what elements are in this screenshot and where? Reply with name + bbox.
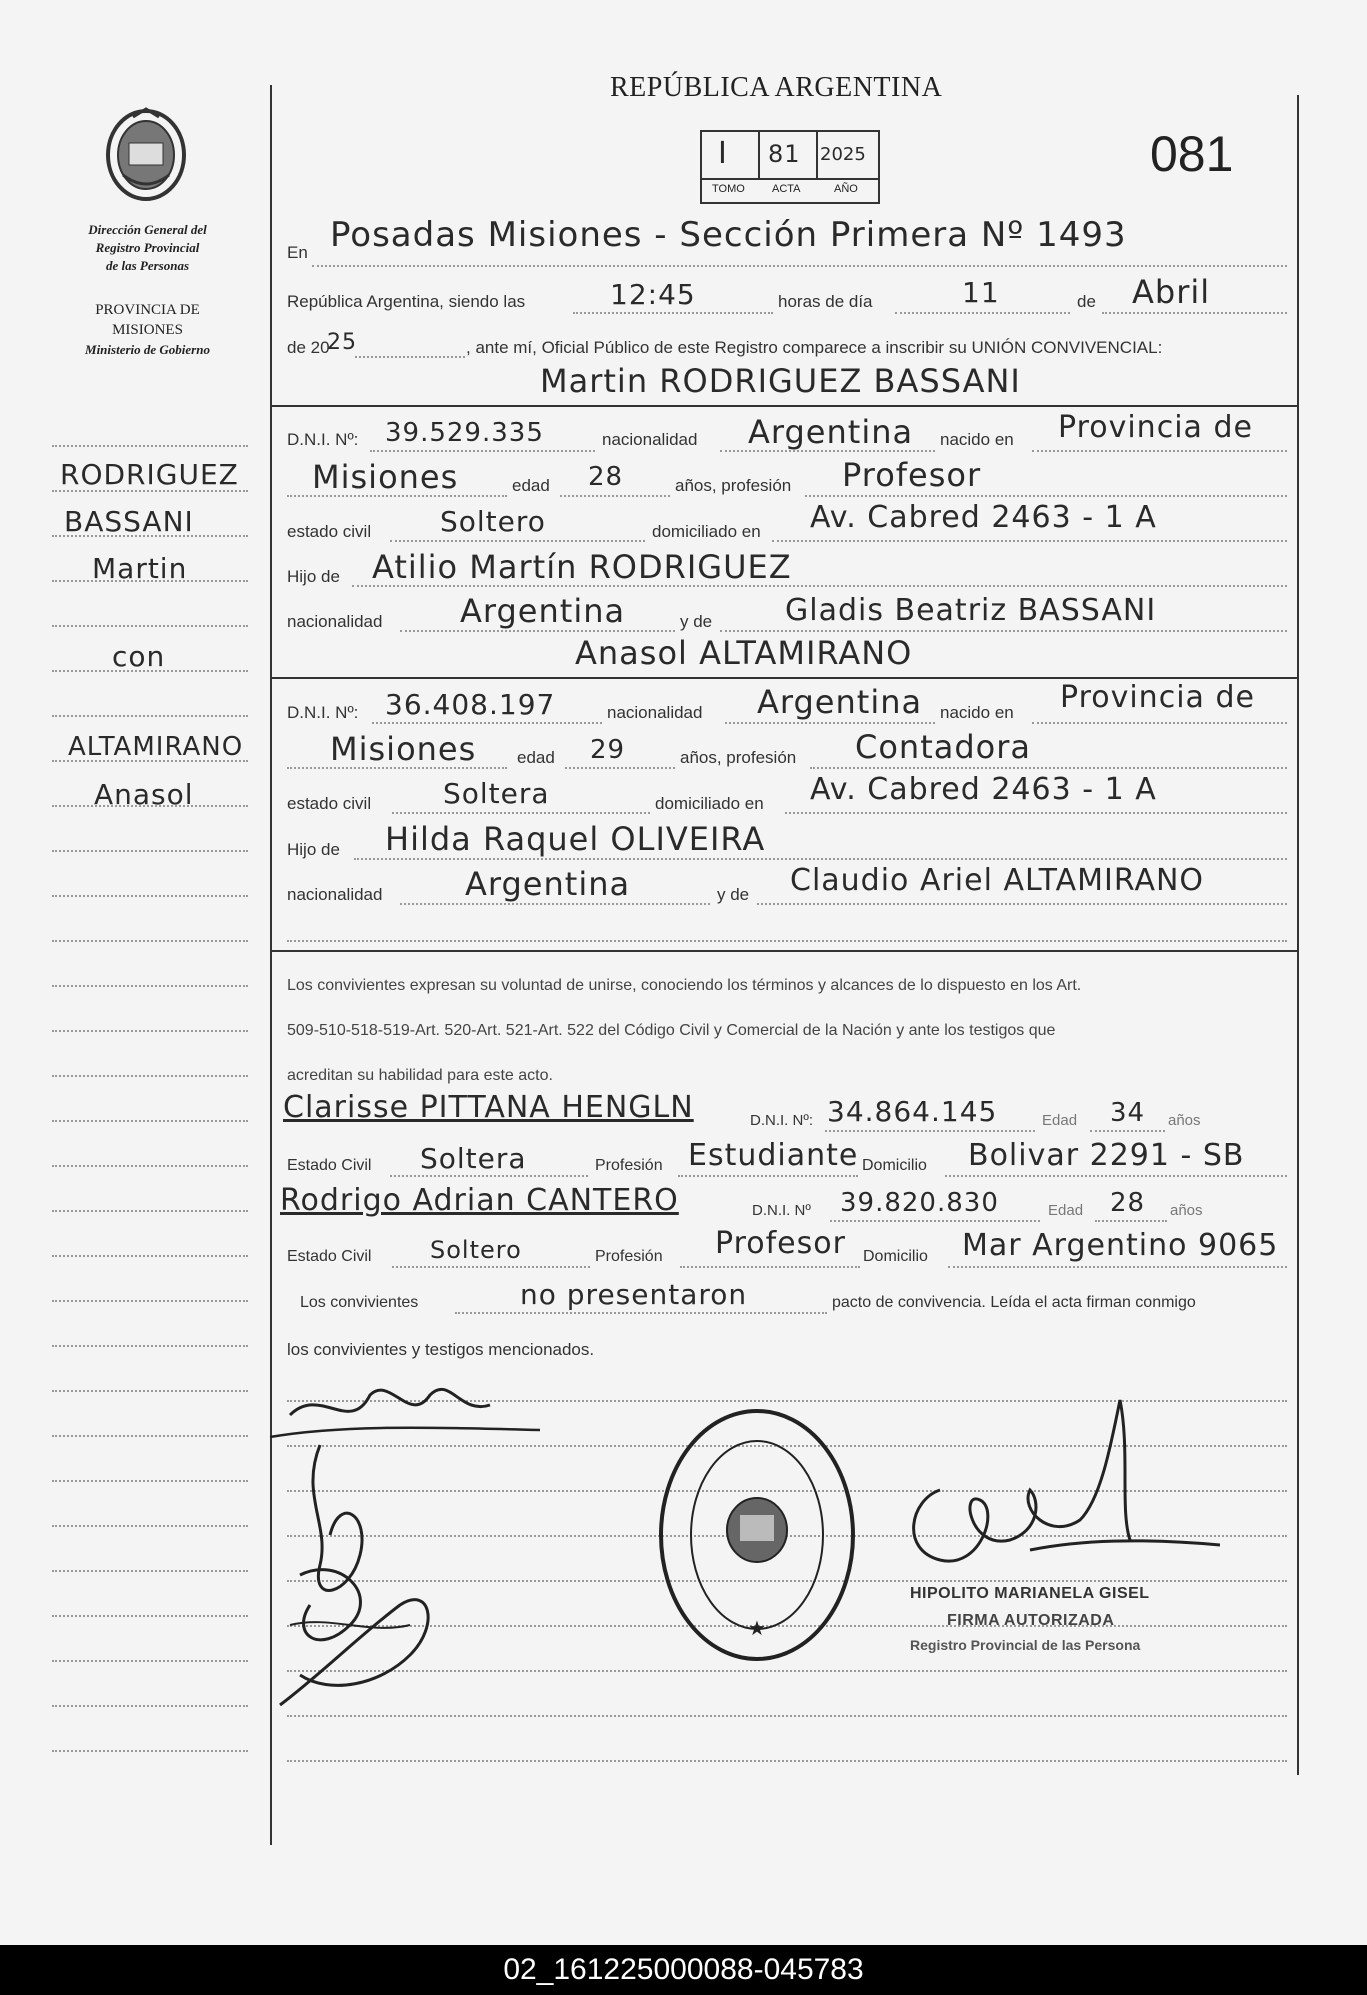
signer-role: FIRMA AUTORIZADA (947, 1612, 1115, 1629)
w2-prof-label: Profesión (595, 1248, 663, 1265)
de-label: de (1077, 292, 1096, 311)
p1-yde-label: y de (680, 612, 713, 631)
p1-nacionalidad: Argentina (748, 413, 914, 451)
sidebar-rule (52, 1435, 248, 1437)
p2-nacido-label: nacido en (940, 703, 1014, 722)
p2-nacido1: Provincia de (1060, 680, 1255, 715)
tomo-label: TOMO (712, 183, 745, 195)
p1-nac-padres: Argentina (460, 592, 626, 630)
sidebar-rule (52, 1030, 248, 1032)
p2-madre: Claudio Ariel ALTAMIRANO (790, 863, 1205, 898)
w2-anios-label: años (1170, 1202, 1203, 1219)
sidebar-ministerio: Ministerio de Gobierno (85, 342, 210, 357)
right-border (1297, 95, 1299, 1775)
w1-domicilio: Bolivar 2291 - SB (968, 1138, 1245, 1173)
p1-madre: Gladis Beatriz BASSANI (785, 593, 1157, 628)
acta-label: ACTA (772, 183, 801, 195)
w1-dni: 34.864.145 (827, 1095, 998, 1128)
sidebar-personas: de las Personas (105, 258, 190, 273)
w2-name: Rodrigo Adrian CANTERO (280, 1183, 679, 1218)
p2-edad: 29 (590, 735, 626, 765)
sidebar-rule (52, 1165, 248, 1167)
p1-domicilio: Av. Cabred 2463 - 1 A (810, 500, 1157, 535)
pacto-text: pacto de convivencia. Leída el acta firman conmigo (832, 1294, 1196, 1311)
p2-nacionalidad: Argentina (757, 683, 923, 721)
sidebar-name2-line2: Anasol (94, 778, 194, 811)
p1-edad-label: edad (512, 476, 550, 495)
signature-authorized (880, 1390, 1220, 1595)
stamp-text (640, 1495, 641, 1496)
w2-edad: 28 (1110, 1188, 1146, 1218)
mes-value: Abril (1132, 273, 1211, 311)
sidebar-misiones: MISIONES (112, 322, 183, 338)
closing-label: Los convivientes (300, 1294, 419, 1311)
ante-text: , ante mí, Oficial Público de este Registro comparece a inscribir su UNIÓN CONVIVENCIAL: (466, 338, 1163, 357)
divider-3 (272, 950, 1298, 952)
w1-dni-label: D.N.I. Nº: (750, 1112, 813, 1129)
p1-civil-label: estado civil (287, 522, 372, 541)
en-label: En (287, 243, 308, 262)
country-title: REPÚBLICA ARGENTINA (610, 72, 943, 103)
sidebar-rule (52, 625, 248, 627)
hora-value: 12:45 (610, 278, 696, 311)
p2-dni: 36.408.197 (385, 688, 556, 721)
sidebar-rule (52, 1525, 248, 1527)
anio-label: AÑO (834, 183, 858, 195)
p1-nacido-label: nacido en (940, 430, 1014, 449)
w1-edad: 34 (1110, 1098, 1146, 1128)
signature-rule (287, 1760, 1287, 1762)
w2-dni: 39.820.830 (840, 1188, 999, 1218)
divider-1 (272, 405, 1298, 407)
p2-nac-label: nacionalidad (607, 703, 703, 722)
de20-label: de 20 (287, 338, 330, 357)
sidebar-rule (52, 1615, 248, 1617)
sidebar-rule (52, 1750, 248, 1752)
anio-intro-value: 25 (327, 330, 357, 355)
p1-estado-civil: Soltero (440, 505, 546, 538)
sidebar-name1-line2: BASSANI (64, 505, 194, 538)
p2-dom-label: domiciliado en (655, 794, 764, 813)
provincial-emblem (103, 105, 189, 210)
p2-yde-label: y de (717, 885, 750, 904)
person1-name: Martin RODRIGUEZ BASSANI (540, 362, 1021, 400)
w1-anios-label: años (1168, 1112, 1201, 1129)
w1-name: Clarisse PITTANA HENGLN (283, 1090, 694, 1125)
w2-domicilio: Mar Argentino 9065 (962, 1228, 1279, 1263)
signer-name: HIPOLITO MARIANELA GISEL (910, 1585, 1150, 1602)
p2-estado-civil: Soltera (443, 777, 550, 810)
en-value: Posadas Misiones - Sección Primera Nº 1493 (330, 215, 1127, 255)
p1-prof-label: años, profesión (675, 476, 792, 495)
divider-2 (272, 677, 1298, 679)
p1-padre: Atilio Martín RODRIGUEZ (372, 548, 792, 586)
sidebar-rule (52, 940, 248, 942)
w2-civil-label: Estado Civil (287, 1248, 372, 1265)
p1-dni: 39.529.335 (385, 418, 544, 448)
p1-nac2-label: nacionalidad (287, 612, 383, 631)
w2-dom-label: Domicilio (863, 1248, 928, 1265)
stamp-sub (640, 1497, 641, 1498)
sidebar-con: con (112, 640, 166, 673)
p2-civil-label: estado civil (287, 794, 372, 813)
sidebar-rule (52, 445, 248, 447)
dia-value: 11 (962, 276, 1000, 309)
p1-dni-label: D.N.I. Nº: (287, 430, 359, 449)
body-line-3: acreditan su habilidad para este acto. (287, 1067, 553, 1084)
p1-profesion: Profesor (842, 456, 982, 494)
p2-nac-padres: Argentina (465, 865, 631, 903)
p2-nac2-label: nacionalidad (287, 885, 383, 904)
sidebar-provincia: PROVINCIA DE (95, 302, 200, 318)
p2-hijo-label: Hijo de (287, 840, 340, 859)
sidebar-registro: Registro Provincial (95, 240, 200, 255)
sidebar-rule (52, 1255, 248, 1257)
body-line-2: 509-510-518-519-Art. 520-Art. 521-Art. 522 del Código Civil y Comercial de la Nación y ante los testigos que (287, 1022, 1056, 1039)
p2-dni-label: D.N.I. Nº: (287, 703, 359, 722)
w1-civil-label: Estado Civil (287, 1157, 372, 1174)
closing-line-2: los convivientes y testigos mencionados. (287, 1340, 595, 1359)
republica-label: República Argentina, siendo las (287, 292, 526, 311)
sidebar-name1-line3: Martin (92, 552, 188, 585)
sidebar-rule (52, 1120, 248, 1122)
p1-dom-label: domiciliado en (652, 522, 761, 541)
acta-value: 81 (768, 140, 801, 168)
p1-nacido1: Provincia de (1058, 410, 1253, 445)
sidebar-rule (52, 985, 248, 987)
w2-profesion: Profesor (715, 1226, 846, 1261)
official-stamp (655, 1405, 860, 1670)
pacto-value: no presentaron (520, 1278, 748, 1311)
sidebar-rule (52, 1660, 248, 1662)
sidebar-name1-line1: RODRIGUEZ (60, 458, 239, 491)
signature-left (260, 1375, 560, 1740)
sidebar-rule (52, 1300, 248, 1302)
p2-padre: Hilda Raquel OLIVEIRA (385, 820, 766, 858)
sidebar-rule (52, 715, 248, 717)
tomo-value: I (718, 136, 728, 171)
sidebar-rule (52, 1075, 248, 1077)
sidebar-direccion: Dirección General del (88, 222, 207, 237)
body-line-1: Los convivientes expresan su voluntad de unirse, conociendo los términos y alcances de lo dispuesto en los Art. (287, 977, 1082, 994)
sidebar-rule (52, 1705, 248, 1707)
w2-edad-label: Edad (1048, 1202, 1084, 1219)
svg-text:★: ★ (748, 1616, 766, 1640)
w1-profesion: Estudiante (688, 1138, 859, 1173)
sidebar-rule (52, 1390, 248, 1392)
horas-label: horas de día (778, 292, 873, 311)
registry-box (700, 130, 880, 204)
document-code: 02_161225000088-045783 (0, 1945, 1367, 1995)
p1-edad: 28 (588, 462, 624, 492)
sidebar-rule (52, 1345, 248, 1347)
p1-nacido2: Misiones (312, 458, 459, 496)
w1-dom-label: Domicilio (862, 1157, 927, 1174)
w2-estado-civil: Soltero (430, 1236, 522, 1264)
sidebar-rule (52, 1210, 248, 1212)
p2-prof-label: años, profesión (680, 748, 797, 767)
w2-dni-label: D.N.I. Nº (752, 1202, 811, 1219)
w1-edad-label: Edad (1042, 1112, 1078, 1129)
sidebar-rule (52, 1570, 248, 1572)
anio-value: 2025 (820, 144, 866, 165)
w1-prof-label: Profesión (595, 1157, 663, 1174)
p1-hijo-label: Hijo de (287, 567, 340, 586)
p1-nac-label: nacionalidad (602, 430, 698, 449)
person2-name: Anasol ALTAMIRANO (575, 634, 913, 672)
sidebar-rule (52, 895, 248, 897)
act-number: 081 (1150, 126, 1234, 182)
sidebar-rule (52, 850, 248, 852)
w1-estado-civil: Soltera (420, 1142, 527, 1175)
sidebar-rule (52, 1480, 248, 1482)
p2-edad-label: edad (517, 748, 555, 767)
p2-domicilio: Av. Cabred 2463 - 1 A (810, 772, 1157, 807)
p2-nacido2: Misiones (330, 730, 477, 768)
sidebar-name2-line1: ALTAMIRANO (68, 732, 244, 762)
p2-profesion: Contadora (855, 728, 1032, 766)
signer-org: Registro Provincial de las Persona (910, 1637, 1141, 1653)
